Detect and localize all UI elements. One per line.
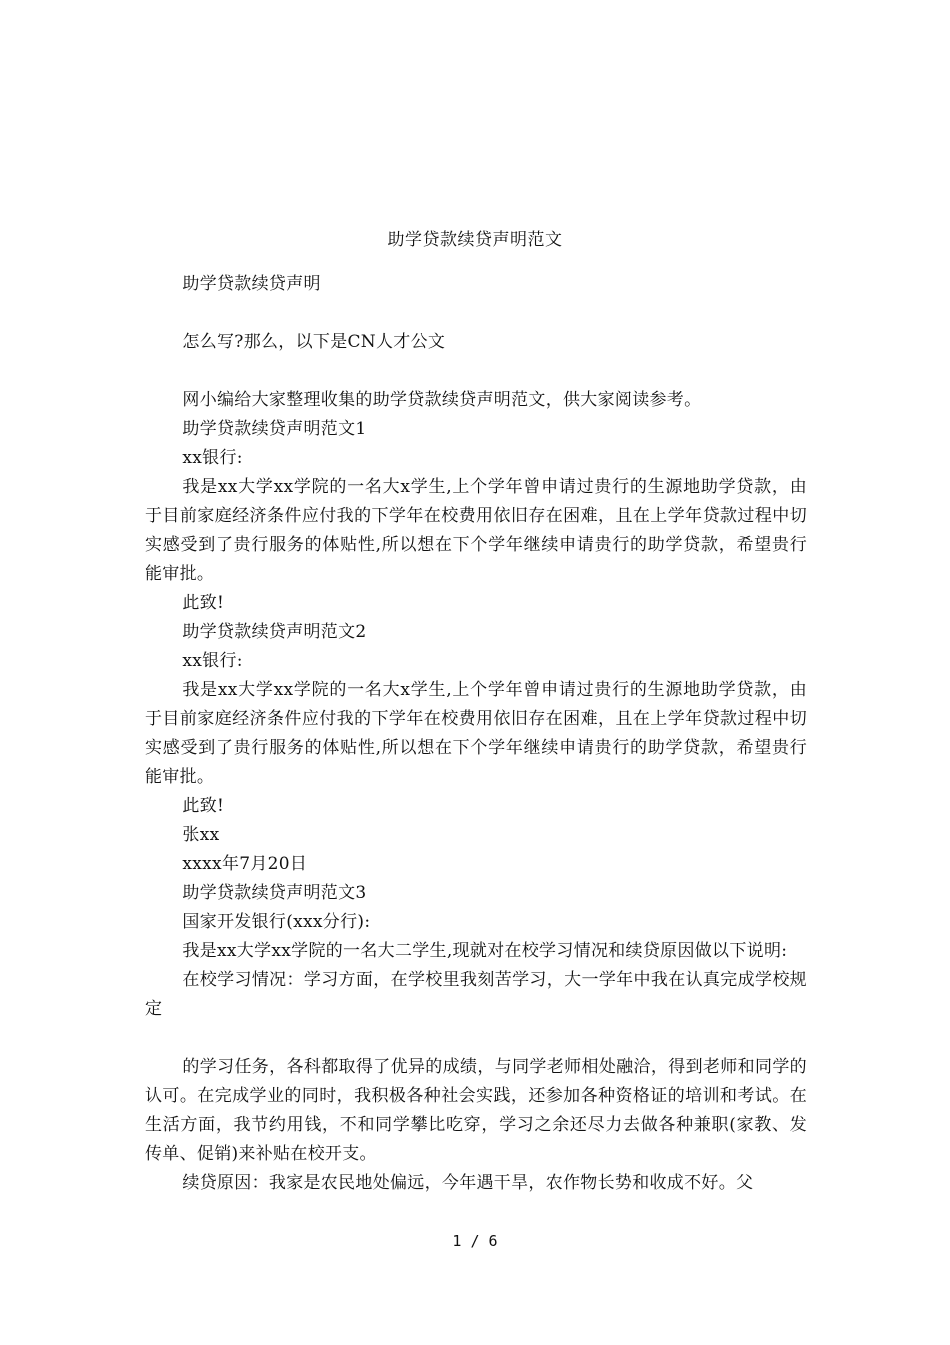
section-heading: 助学贷款续贷声明范文3 [182, 883, 367, 903]
paragraph: 续贷原因：我家是农民地处偏远，今年遇干旱，农作物长势和收成不好。父 [182, 1173, 754, 1193]
paragraph: 我是xx大学xx学院的一名大x学生,上个学年曾申请过贵行的生源地助学贷款，由于目前家庭经济条件应付我的下学年在校费用依旧存在困难，且在上学年贷款过程中切实感受到了贵行服务的体贴性,所以想在下个学年继续申请贵行的助学贷款，希望贵行能审批。 [145, 477, 807, 584]
paragraph: 我是xx大学xx学院的一名大二学生,现就对在校学习情况和续贷原因做以下说明: [182, 941, 788, 961]
salutation: xx银行: [182, 651, 243, 671]
salutation: xx银行: [182, 448, 243, 468]
blank-line [145, 1024, 807, 1053]
blank-line [145, 299, 807, 328]
signature-date: xxxx年7月20日 [182, 854, 308, 874]
closing: 此致! [182, 593, 225, 613]
paragraph: 的学习任务，各科都取得了优异的成绩，与同学老师相处融洽，得到老师和同学的认可。在完成学业的同时，我积极各种社会实践，还参加各种资格证的培训和考试。在生活方面，我节约用钱，不和同学攀比吃穿，学习之余还尽力去做各种兼职(家教、发传单、促销)来补贴在校开支。 [145, 1057, 807, 1164]
paragraph: 助学贷款续贷声明 [182, 274, 321, 294]
paragraph: 在校学习情况：学习方面，在学校里我刻苦学习，大一学年中我在认真完成学校规定 [145, 970, 807, 1019]
paragraph: 我是xx大学xx学院的一名大x学生,上个学年曾申请过贵行的生源地助学贷款，由于目前家庭经济条件应付我的下学年在校费用依旧存在困难，且在上学年贷款过程中切实感受到了贵行服务的体贴性,所以想在下个学年继续申请贵行的助学贷款，希望贵行能审批。 [145, 680, 807, 787]
paragraph: 怎么写?那么，以下是CN人才公文 [182, 332, 446, 352]
closing: 此致! [182, 796, 225, 816]
paragraph: 网小编给大家整理收集的助学贷款续贷声明范文，供大家阅读参考。 [182, 390, 702, 410]
section-heading: 助学贷款续贷声明范文2 [182, 622, 367, 642]
salutation: 国家开发银行(xxx分行): [182, 912, 371, 932]
page-indicator: 1 / 6 [452, 1232, 498, 1250]
document-title: 助学贷款续贷声明范文 [387, 230, 563, 250]
blank-line [145, 357, 807, 386]
document-body [145, 270, 807, 1198]
signature-name: 张xx [182, 825, 220, 845]
section-heading: 助学贷款续贷声明范文1 [182, 419, 367, 439]
